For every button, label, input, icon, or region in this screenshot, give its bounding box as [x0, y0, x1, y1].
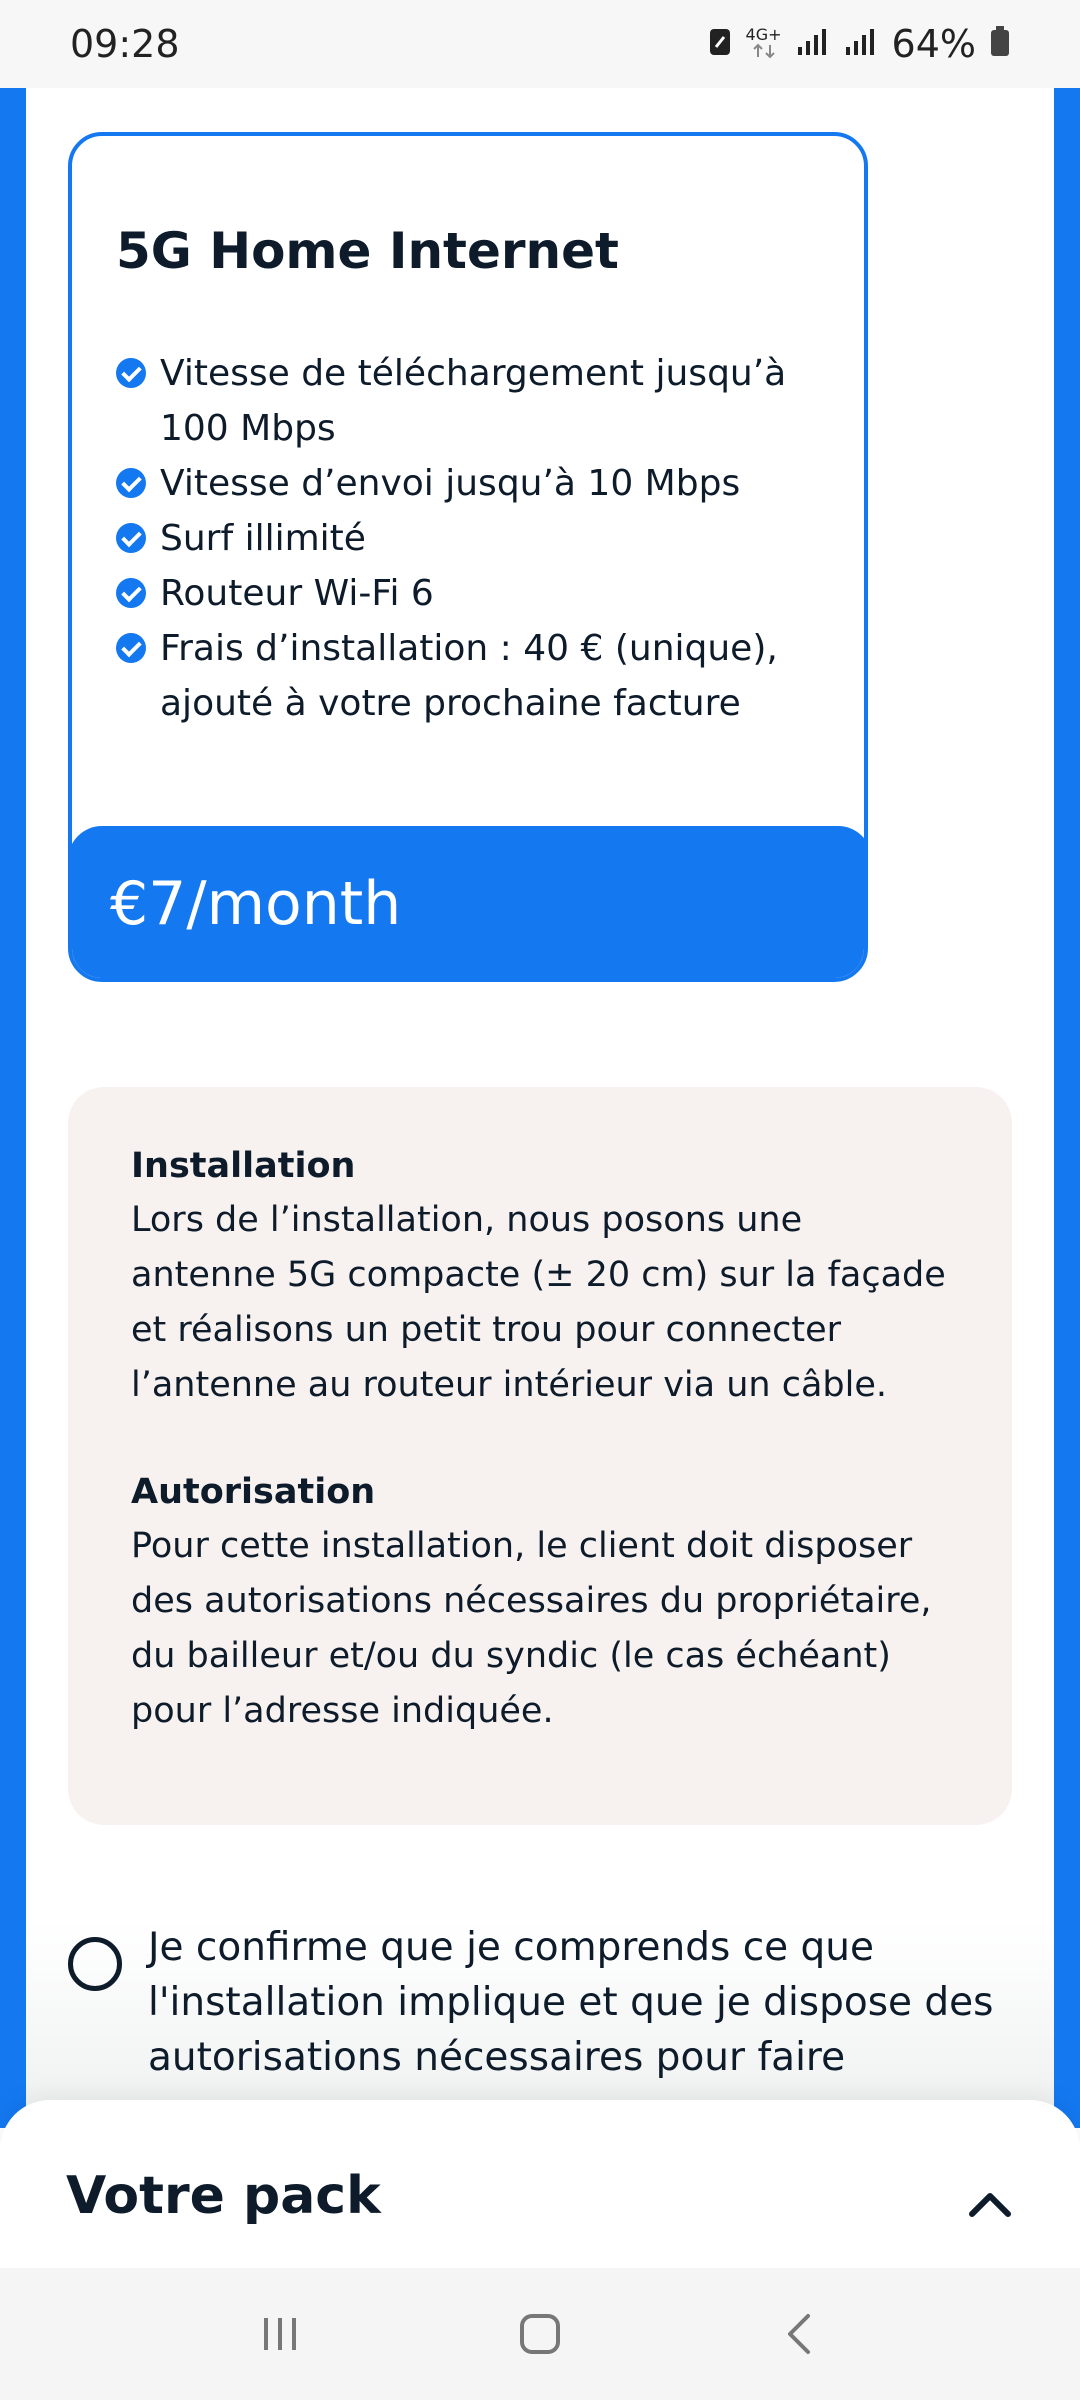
status-bar [0, 0, 1080, 88]
check-icon [116, 633, 146, 663]
installation-heading: Installation [131, 1146, 356, 1186]
feature-item [116, 621, 816, 731]
plan-title: 5G Home Internet [116, 222, 619, 280]
check-icon [116, 523, 146, 553]
feature-item [116, 566, 816, 621]
check-icon [116, 358, 146, 388]
battery-icon [990, 22, 1010, 66]
spacer [131, 1413, 952, 1465]
sim-icon [708, 22, 732, 66]
recent-apps-icon[interactable] [250, 2304, 310, 2364]
feature-item [116, 511, 816, 566]
chevron-up-icon[interactable] [968, 2182, 1012, 2226]
network-4g-icon [745, 24, 782, 62]
back-icon[interactable] [770, 2304, 830, 2364]
price-bar [68, 826, 868, 982]
confirm-checkbox-row[interactable] [26, 1920, 1054, 2130]
sheet-title: Votre pack [66, 2166, 381, 2226]
feature-text: Surf illimité [160, 518, 366, 559]
network-label: 4G+ [745, 24, 782, 44]
signal-icon [844, 22, 878, 66]
home-icon[interactable] [510, 2304, 570, 2364]
status-icons [708, 22, 1010, 66]
system-nav-bar [0, 2268, 1080, 2400]
right-accent-rail [1054, 88, 1080, 2128]
feature-list [116, 346, 816, 731]
installation-info-box [68, 1087, 1012, 1825]
feature-item [116, 456, 816, 511]
confirm-text: Je confirme que je comprends ce que l'installation implique et que je dispose des autorisations nécessaires pour faire [148, 1925, 994, 2080]
installation-text: Lors de l’installation, nous posons une antenne 5G compacte (± 20 cm) sur la façade et réalisons un petit trou pour connecter l’antenne au routeur intérieur via un câble. [131, 1200, 946, 1405]
feature-item [116, 346, 816, 456]
left-accent-rail [0, 88, 26, 2128]
feature-text: Routeur Wi-Fi 6 [160, 573, 434, 614]
pack-bottom-sheet[interactable] [0, 2100, 1080, 2270]
check-icon [116, 578, 146, 608]
battery-percent: 64% [891, 22, 976, 66]
plan-price: €7/month [110, 869, 402, 939]
authorization-heading: Autorisation [131, 1472, 376, 1512]
plan-card[interactable] [68, 132, 868, 982]
feature-text: Frais d’installation : 40 € (unique), ajouté à votre prochaine facture [160, 628, 778, 724]
authorization-text: Pour cette installation, le client doit disposer des autorisations nécessaires du propriétaire, du bailleur et/ou du syndic (le cas échéant) pour l’adresse indiquée. [131, 1526, 932, 1731]
confirm-radio[interactable] [68, 1937, 122, 1991]
feature-text: Vitesse de téléchargement jusqu’à 100 Mbps [160, 353, 787, 449]
signal-icon [796, 22, 830, 66]
status-time: 09:28 [70, 22, 180, 66]
check-icon [116, 468, 146, 498]
feature-text: Vitesse d’envoi jusqu’à 10 Mbps [160, 463, 741, 504]
